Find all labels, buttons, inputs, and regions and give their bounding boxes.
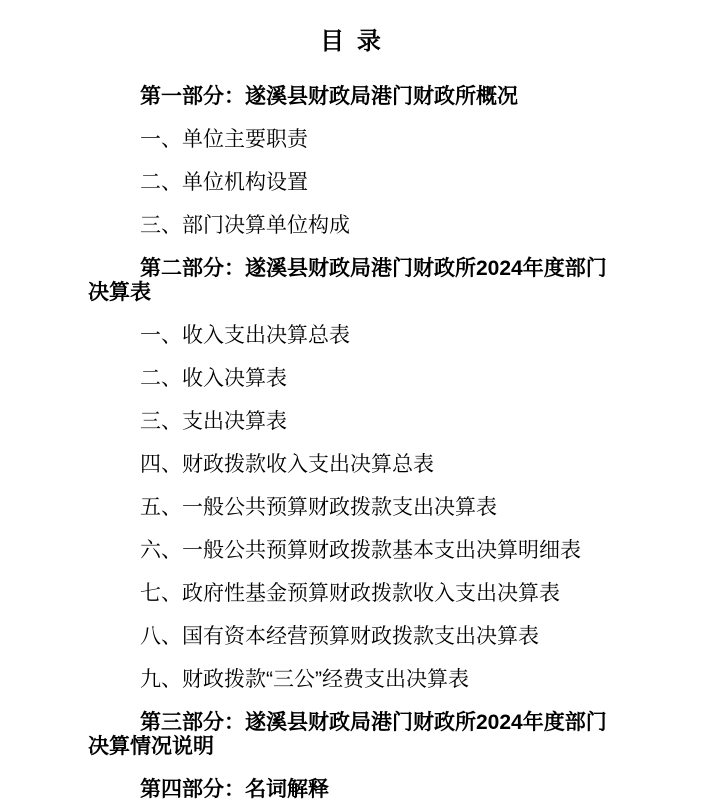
- toc-item: 五、一般公共预算财政拨款支出决算表: [140, 496, 497, 519]
- toc-heading-part-3: 第三部分：遂溪县财政局港门财政所2024年度部门决算情况说明: [88, 711, 607, 758]
- toc-item: 三、部门决算单位构成: [140, 214, 350, 237]
- toc-item: 二、收入决算表: [140, 367, 287, 390]
- toc-item: 二、单位机构设置: [140, 171, 308, 194]
- toc-item: 九、财政拨款“三公”经费支出决算表: [140, 668, 469, 691]
- toc-item: 八、国有资本经营预算财政拨款支出决算表: [140, 625, 539, 648]
- toc-item: 一、收入支出决算总表: [140, 324, 350, 347]
- toc-heading-part-4: 第四部分：名词解释: [140, 778, 329, 801]
- toc-heading-part-1: 第一部分：遂溪县财政局港门财政所概况: [140, 85, 518, 108]
- toc-item: 四、财政拨款收入支出决算总表: [140, 453, 434, 476]
- toc-item: 六、一般公共预算财政拨款基本支出决算明细表: [140, 539, 581, 562]
- toc-item: 三、支出决算表: [140, 410, 287, 433]
- toc-heading-part-2: 第二部分：遂溪县财政局港门财政所2024年度部门决算表: [88, 257, 607, 304]
- toc-item: 七、政府性基金预算财政拨款收入支出决算表: [140, 582, 560, 605]
- page-title: 目 录: [320, 28, 384, 55]
- table-of-contents: [88, 85, 620, 802]
- toc-item: 一、单位主要职责: [140, 128, 308, 151]
